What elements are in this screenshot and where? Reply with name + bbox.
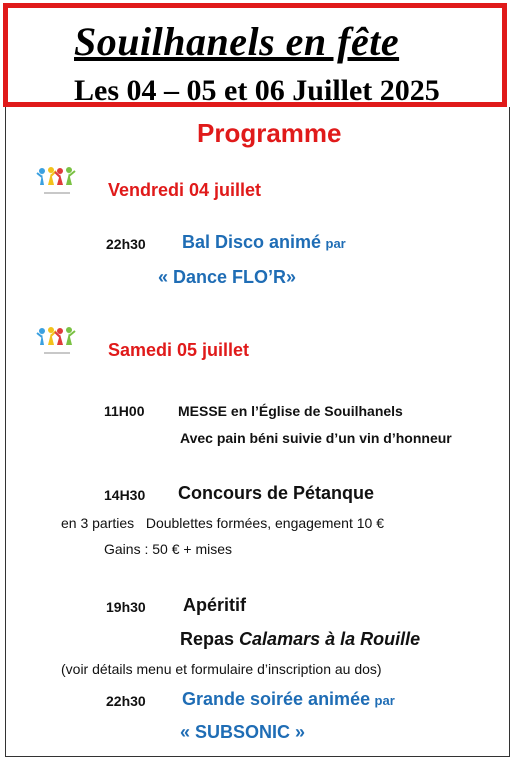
event-title: Souilhanels en fête	[74, 19, 400, 64]
petanque-time: 14H30	[104, 487, 146, 503]
repas-dish: Calamars à la Rouille	[239, 629, 421, 649]
petanque-gains: Gains : 50 € + mises	[104, 541, 233, 557]
friday-event-line	[182, 232, 346, 253]
mass-line1: MESSE en l’Église de Souilhanels	[178, 403, 403, 419]
saturday-day: Samedi 05 juillet	[108, 340, 250, 360]
petanque-detail: en 3 parties Doublettes formées, engagement 10 €	[61, 515, 384, 531]
friday-par: par	[325, 236, 346, 251]
repas-note: (voir détails menu et formulaire d’inscription au dos)	[61, 661, 382, 677]
aperitif-time: 19h30	[106, 599, 146, 615]
programme-heading: Programme	[197, 118, 342, 148]
repas-line	[180, 629, 420, 650]
dancers-icon	[36, 325, 78, 359]
aperitif-event: Apéritif	[183, 595, 246, 615]
soiree-band: « SUBSONIC »	[180, 722, 306, 742]
soiree-event: Grande soirée animée	[182, 689, 371, 709]
friday-time: 22h30	[106, 236, 146, 252]
dancers-icon	[36, 165, 78, 199]
mass-line2: Avec pain béni suivie d’un vin d’honneur	[180, 430, 452, 446]
repas-label: Repas	[180, 629, 235, 649]
friday-band: « Dance FLO’R»	[158, 267, 297, 287]
mass-time: 11H00	[104, 403, 145, 419]
friday-event: Bal Disco animé	[182, 232, 322, 252]
soiree-event-line	[182, 689, 395, 710]
header-box	[3, 3, 507, 107]
soiree-time: 22h30	[106, 693, 146, 709]
soiree-par: par	[374, 693, 395, 708]
friday-day: Vendredi 04 juillet	[108, 180, 262, 200]
petanque-event: Concours de Pétanque	[178, 483, 375, 503]
event-dates: Les 04 – 05 et 06 Juillet 2025	[74, 74, 440, 107]
